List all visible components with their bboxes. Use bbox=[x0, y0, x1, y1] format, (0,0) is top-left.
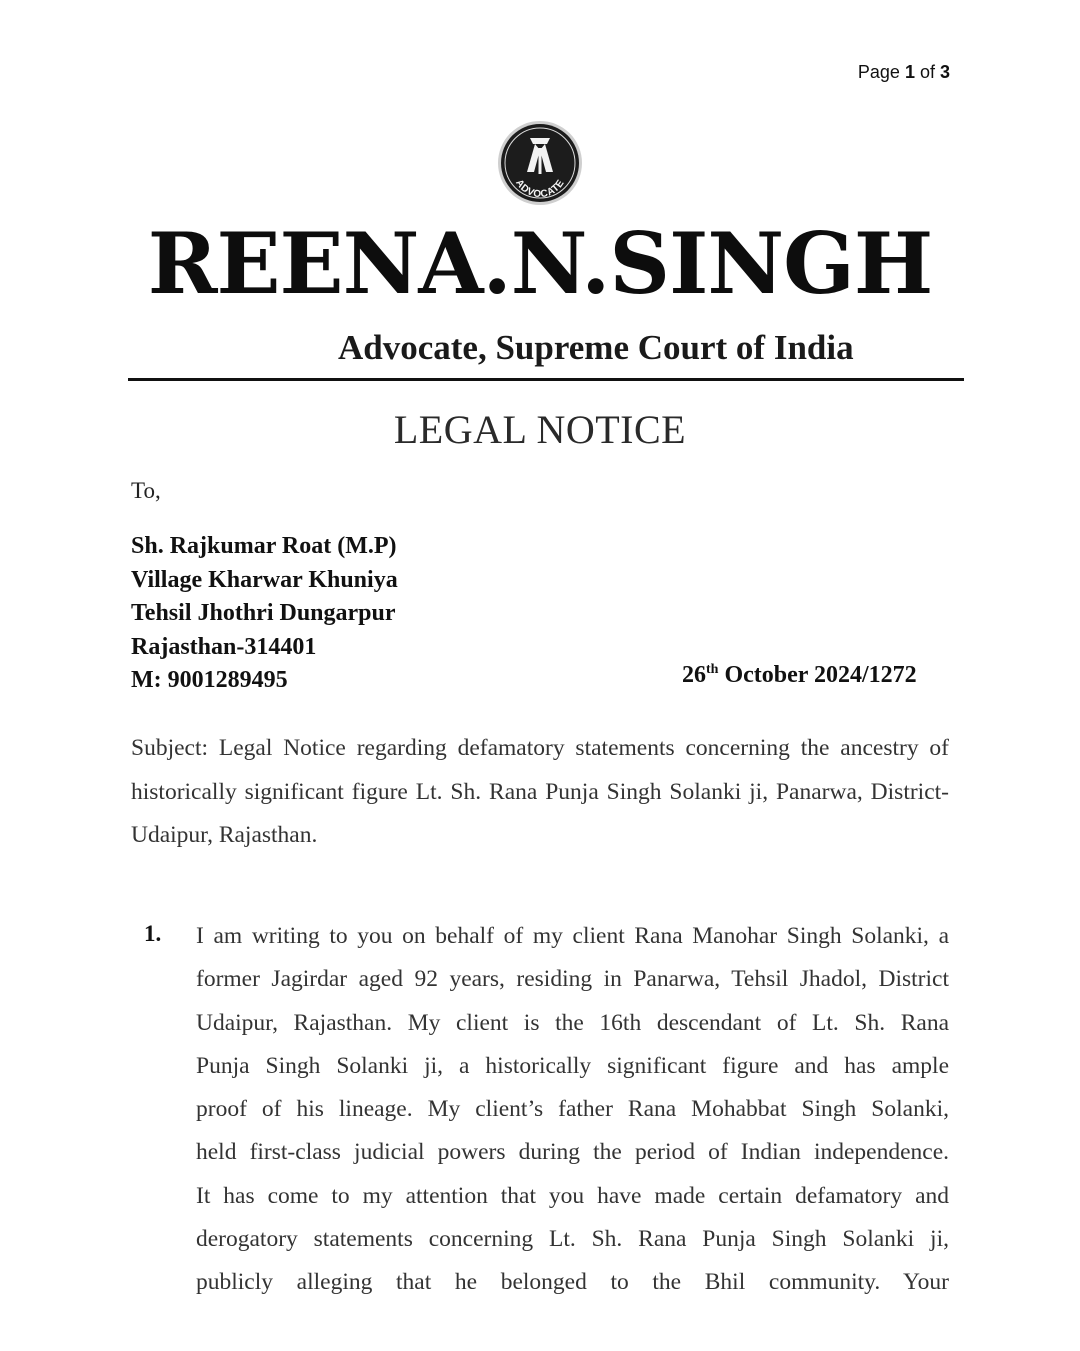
recipient-line: Sh. Rajkumar Roat (M.P) bbox=[131, 533, 397, 559]
paragraph-line: derogatory statements concerning Lt. Sh. Rana Punja Singh Solanki ji, bbox=[196, 1226, 949, 1253]
header-divider bbox=[128, 378, 964, 381]
notice-date: 26th October 2024/1272 bbox=[682, 662, 917, 688]
paragraph-line: It has come to my attention that you have made certain defamatory and bbox=[196, 1182, 949, 1209]
paragraph-number: 1. bbox=[144, 921, 162, 946]
recipient-address bbox=[131, 530, 398, 698]
paragraph-line: Punja Singh Solanki ji, a historically significant figure and has ample bbox=[196, 1052, 949, 1079]
current-page: 1 bbox=[904, 62, 915, 82]
emblem-text: ADVOCATE bbox=[513, 177, 567, 201]
salutation: To, bbox=[131, 478, 161, 503]
subject-line: Subject: Legal Notice regarding defamatory statements concerning the ancestry of historically significant figure Lt. Sh. Rana Punja Singh Solanki ji, Panarwa, District- Udaipur, Rajasthan. bbox=[131, 735, 949, 848]
advocate-name: REENA.N.SINGH bbox=[147, 214, 933, 313]
paragraph-line: held first-class judicial powers during the period of Indian independence. bbox=[196, 1139, 949, 1166]
notice-title: LEGAL NOTICE bbox=[393, 407, 687, 452]
recipient-line: Rajasthan-314401 bbox=[131, 633, 317, 660]
paragraph-line: I am writing to you on behalf of my client Rana Manohar Singh Solanki, a bbox=[196, 923, 949, 949]
paragraph-line: publicly alleging that he belonged to the Bhil community. Your bbox=[196, 1269, 949, 1296]
recipient-line: Tehsil Jhothri Dungarpur bbox=[131, 600, 396, 626]
recipient-line: M: 9001289495 bbox=[131, 667, 288, 693]
total-pages: 3 bbox=[939, 62, 950, 82]
advocate-emblem-icon bbox=[497, 120, 583, 206]
paragraph-line: Udaipur, Rajasthan. My client is the 16th descendant of Lt. Sh. Rana bbox=[196, 1009, 949, 1036]
page-number: Page 1 of 3 bbox=[857, 62, 950, 82]
recipient-line: Village Kharwar Khuniya bbox=[131, 566, 398, 593]
paragraph-body bbox=[196, 915, 949, 1305]
paragraph-line: former Jagirdar aged 92 years, residing in Panarwa, Tehsil Jhadol, District bbox=[196, 966, 949, 993]
advocate-designation: Advocate, Supreme Court of India bbox=[338, 328, 854, 367]
paragraph-line: proof of his lineage. My client’s father Rana Mohabbat Singh Solanki, bbox=[196, 1096, 949, 1123]
